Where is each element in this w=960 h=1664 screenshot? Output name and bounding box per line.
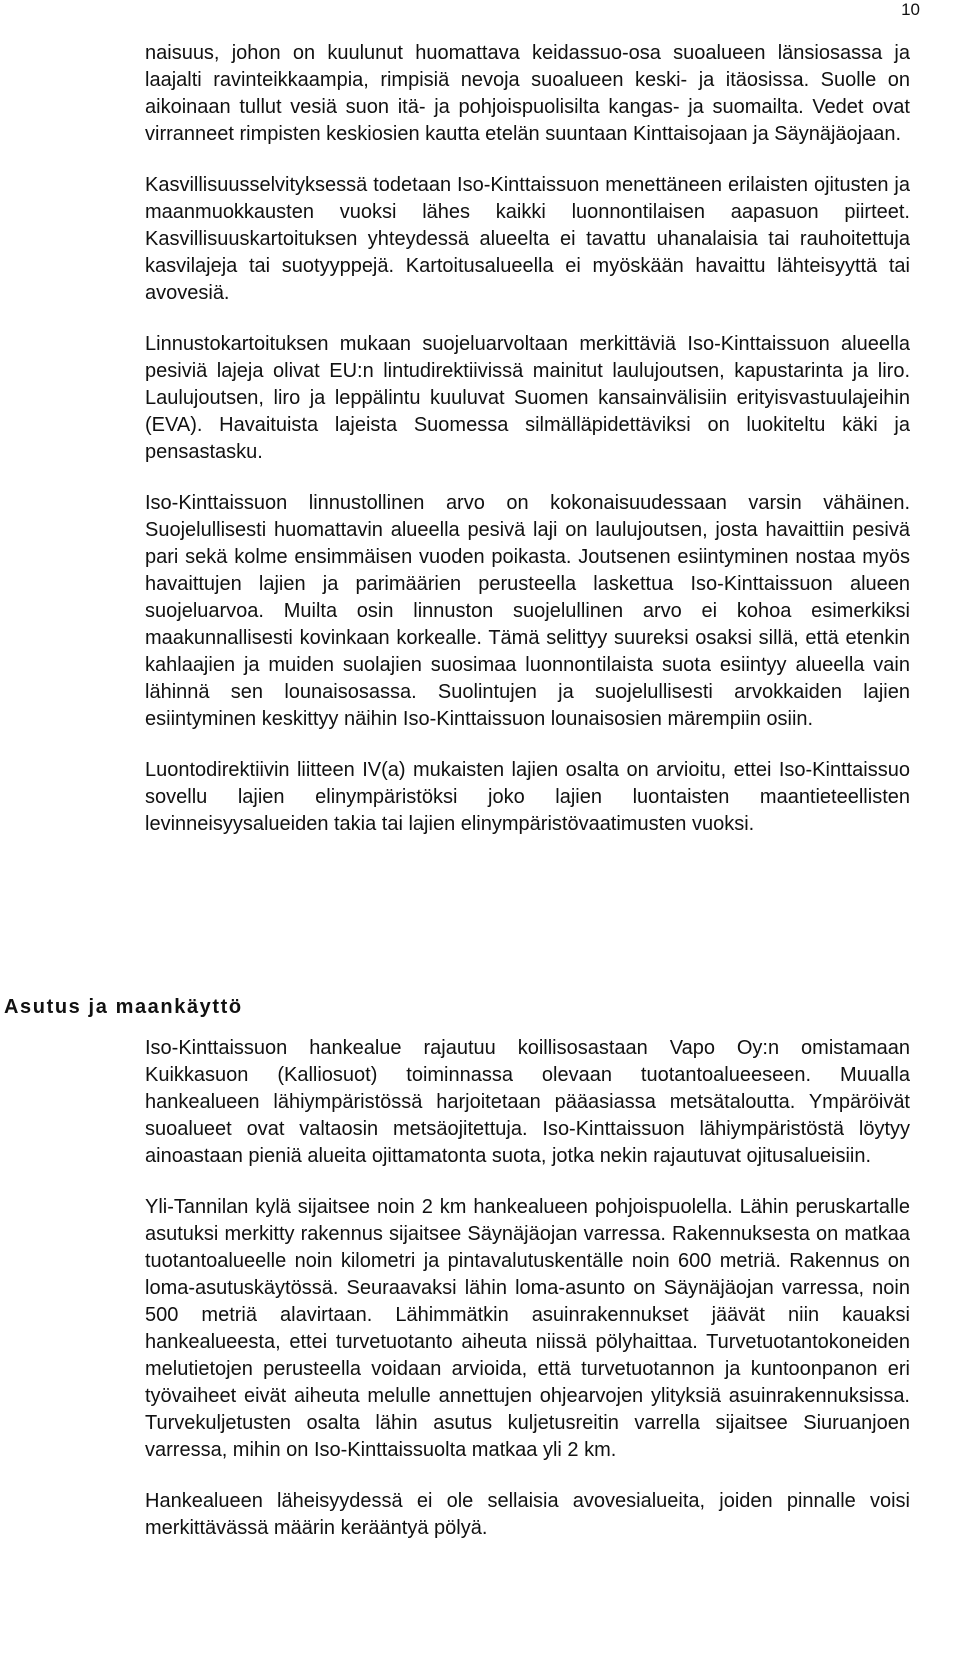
- paragraph: Iso-Kinttaissuon linnustollinen arvo on kokonaisuudessaan varsin vähäinen. Suojelullisesti huomattavin alueella pesivä laji on laulujoutsen, josta havaittiin pesivä pari sekä kolme ensimmäisen vuoden poikasta. Joutsenen esiintyminen nostaa myös havaittujen lajien ja parimäärien perusteella laskettua Iso-Kinttaissuon alueen suojeluarvoa. Muilta osin linnuston suojelullinen arvo ei kohoa esimerkiksi maakunnallisesti kovinkaan korkealle. Tämä selittyy suureksi osaksi sillä, että etenkin kahlaajien ja muiden suolajien suosimaa luonnontilaista suota esiintyy alueella vain lähinnä sen lounaisosassa. Suolintujen ja suojelullisesti arvokkaiden lajien esiintyminen keskittyy näihin Iso-Kinttaissuon lounaisosien märempiin osiin.: [145, 492, 910, 730]
- asutus-text-section: [145, 1035, 910, 1566]
- paragraph: Linnustokartoituksen mukaan suojeluarvoltaan merkittäviä Iso-Kinttaissuon alueella pesiviä lajeja olivat EU:n lintudirektiivissä mainitut laulujoutsen, kapustarinta ja liro. Laulujoutsen, liro ja leppälintu kuuluvat Suomen kansainvälisiin erityisvastuulajeihin (EVA). Havaituista lajeista Suomessa silmälläpidettäviksi on luokiteltu käki ja pensastasku.: [145, 333, 910, 463]
- top-text-section: [145, 40, 910, 862]
- paragraph: Luontodirektiivin liitteen IV(a) mukaisten lajien osalta on arvioitu, ettei Iso-Kinttaissuo sovellu lajien elinympäristöksi joko lajien luontaisten maantieteellisten levinneisyysalueiden takia tai lajien elinympäristövaatimusten vuoksi.: [145, 759, 910, 835]
- paragraph: Hankealueen läheisyydessä ei ole sellaisia avovesialueita, joiden pinnalle voisi merkittävässä määrin kerääntyä pölyä.: [145, 1490, 910, 1539]
- paragraph: Yli-Tannilan kylä sijaitsee noin 2 km hankealueen pohjoispuolella. Lähin peruskartalle asutuksi merkitty rakennus sijaitsee Säynäjäojan varressa. Rakennuksesta on matkaa tuotantoalueelle noin kilometri ja pintavalutuskentälle noin 600 metriä. Rakennus on loma-asutuskäytössä. Seuraavaksi lähin loma-asunto on Säynäjäojan varressa, noin 500 metriä alavirtaan. Lähimmätkin asuinrakennukset jäävät niin kauaksi hankealueesta, ettei turvetuotanto aiheuta niissä pölyhaittaa. Turvetuotantokoneiden melutietojen perusteella voidaan arvioida, että turvetuotannon ja kuntoonpanon eri työvaiheet eivät aiheuta melulle annettujen ohjearvojen ylityksiä asuinrakennuksissa. Turvekuljetusten osalta lähin asutus kuljetusreitin varrella sijaitsee Siuruanjoen varressa, mihin on Iso-Kinttaissuolta matkaa yli 2 km.: [145, 1196, 910, 1461]
- section-heading: Asutus ja maankäyttö: [4, 996, 243, 1018]
- page-number: 10: [901, 0, 920, 19]
- paragraph: Kasvillisuusselvityksessä todetaan Iso-Kinttaissuon menettäneen erilaisten ojitusten ja maanmuokkausten vuoksi lähes kaikki luonnontilaisen aapasuon piirteet. Kasvillisuuskartoituksen yhteydessä alueelta ei tavattu uhanalaisia tai rauhoitettuja kasvilajeja tai suotyyppejä. Kartoitusalueella ei myöskään havaittu lähteisyyttä tai avovesiä.: [145, 174, 910, 304]
- paragraph: naisuus, johon on kuulunut huomattava keidassuo-osa suoalueen länsiosassa ja laajalti ravinteikkaampia, rimpisiä nevoja suoalueen keski- ja itäosissa. Suolle on aikoinaan tullut vesiä suon itä- ja pohjoispuolisilta kangas- ja suomailta. Vedet ovat virranneet rimpisten keskiosien kautta etelän suuntaan Kinttaisojaan ja Säynäjäojaan.: [145, 42, 910, 145]
- paragraph: Iso-Kinttaissuon hankealue rajautuu koillisosastaan Vapo Oy:n omistamaan Kuikkasuon (Kalliosuot) toiminnassa olevaan tuotantoalueeseen. Muualla hankealueen lähiympäristössä harjoitetaan pääasiassa metsätaloutta. Ympäröivät suoalueet ovat valtaosin metsäojitettuja. Iso-Kinttaissuon lähiympäristöstä löytyy ainoastaan pieniä alueita ojittamatonta suota, jotka nekin rajautuvat ojitusalueisiin.: [145, 1037, 910, 1167]
